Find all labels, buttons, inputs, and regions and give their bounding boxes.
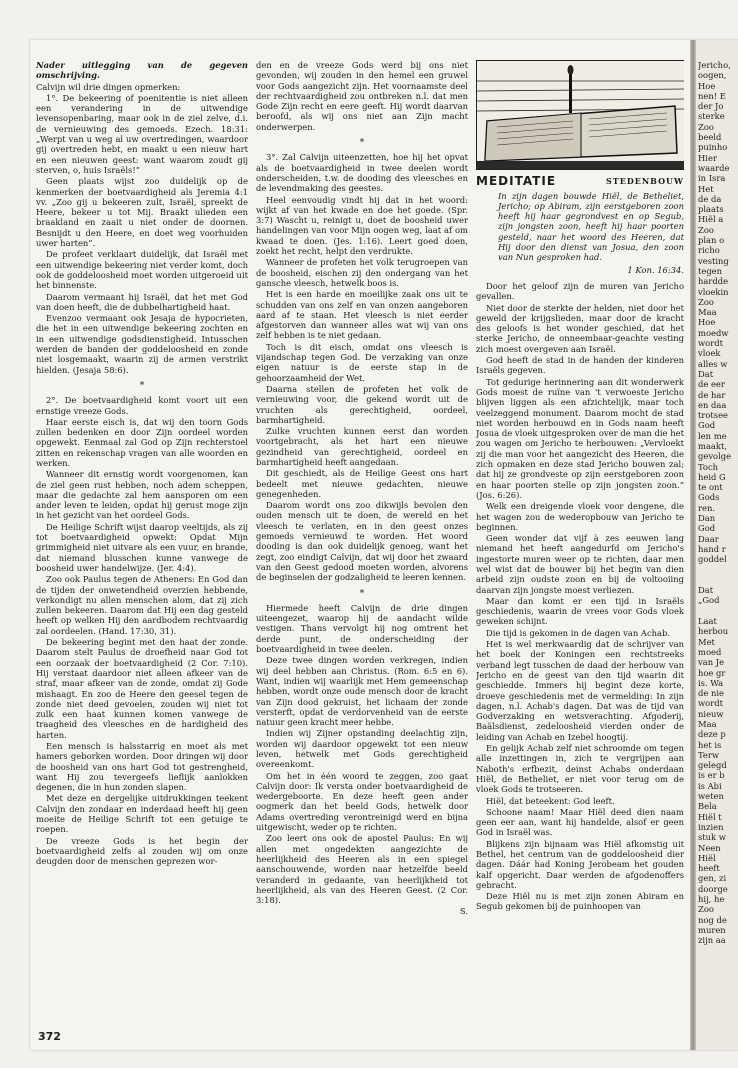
book-spread <box>30 40 738 1050</box>
text-fragment: Dan <box>698 513 716 524</box>
paragraph: Wanneer dit ernstig wordt voorgenomen, kan de ziel geen rust hebben, noch adem scheppen, maar die gedachte zal hem aansporen om een ander leven te leiden, opdat hij gerust moge zijn in het gezicht van het oordeel Gods. <box>36 469 248 521</box>
section-separator: * <box>139 380 145 391</box>
text-fragment: heid G <box>698 471 726 482</box>
text-fragment: Laat <box>698 616 717 627</box>
text-fragment: vloek <box>698 348 721 359</box>
left-page <box>30 40 690 1050</box>
text-fragment: puinho <box>698 142 728 153</box>
text-fragment: nen! E <box>698 90 726 101</box>
paragraph: Welk een dreigende vloek voor dengene, die het wagen zou de wederopbouw van Jericho te beginnen. <box>476 501 684 532</box>
paragraph: Om het in één woord te zeggen, zoo gaat Calvijn door: Ik versta onder boetvaardigheid de wedergeboorte. En deze heeft geen ander oogmerk dan het beeld Gods, hetwelk door Adams overtreding verontreinigd werd en bijna uitgewischt, weder op te richten. <box>256 770 468 833</box>
paragraph: den en de vreeze Gods werd bij ons niet gevonden, wij zouden in den hemel een gruwel voor Gods aangezicht zijn. Het voornaamste deel der rechtvaardigheid zou ontbreken n.l. dat men Gode Zijn recht en eere geeft. Hij wordt daarvan beroofd, als wij ons niet aan Zijn macht onderwerpen. <box>256 60 468 132</box>
text-fragment: Maa <box>698 719 717 729</box>
text-fragment: Zoo <box>698 904 714 915</box>
text-fragment: moed <box>698 646 722 657</box>
text-fragment: nog de <box>698 914 727 925</box>
text-fragment: trotsee <box>698 410 728 421</box>
text-fragment <box>698 575 738 585</box>
scripture-reference: 1 Kon. 16:34. <box>627 264 684 275</box>
paragraph: 3°. Zal Calvijn uiteenzetten, hoe hij het opvat als de boetvaardigheid in twee deelen wordt onderscheiden, t.w. de dooding des vleesches en de levendmaking des geestes. <box>256 152 468 194</box>
paragraph: 2°. De boetvaardigheid komt voort uit een ernstige vreeze Gods. <box>36 395 248 416</box>
paragraph: Maar dan komt er een tijd in Israëls geschiedenis, waarin de vrees voor Gods vloek geweken schijnt. <box>476 595 684 627</box>
text-fragment: ren. <box>698 502 716 513</box>
text-fragment: Zoo <box>698 296 714 307</box>
text-fragment: God <box>698 523 716 534</box>
paragraph: Daarna stellen de profeten het volk de vernieuwing voor, die gekend wordt uit de vruchten als gerechtigheid, oordeel, barmhartigheid. <box>256 383 468 425</box>
paragraph: Indien wij Zijner opstanding deelachtig zijn, worden wij daardoor opgewekt tot een nieuw leven, hetwelk met Gods gerechtigheid overeenkomt. <box>256 728 468 770</box>
scripture-verse: In zijn dagen bouwde Hiël, de Betheliet, Jericho; op Abiram, zijn eerstgeboren zoon heeft hij haar gegrondvest en op Segub, zijn jongsten zoon, heeft hij haar poorten gesteld, naar het woord des Heeren, dat Hij door den dienst van Josua, den zoon van Nun gesproken had. <box>498 190 684 263</box>
text-fragment: is er b <box>698 770 725 781</box>
paragraph: Door het geloof zijn de muren van Jericho gevallen. <box>476 280 684 302</box>
text-fragment: hoe gr <box>698 667 726 678</box>
paragraph: Hiël, dat beteekent: God leeft. <box>486 795 615 806</box>
text-fragment: Hiël t <box>698 811 722 822</box>
text-fragment: beeld <box>698 132 722 143</box>
paragraph: Een mensch is halsstarrig en moet als met hamers geborken worden. Door dringen wij door de boosheid van ons hart God tot gestrengheid, want Hij zou tevergeefs lieflijk aanlokken degenen, die in hun zonden slapen. <box>36 741 248 793</box>
text-fragment: Hiël <box>698 852 716 863</box>
text-fragment: oogen, <box>698 70 727 81</box>
paragraph: Nader uitlegging van de gegeven omschrijving. <box>36 60 248 81</box>
paragraph: Het is een harde en moeilijke zaak ons uit te schudden van ons zelf en van onzen aangeboren aard af te staan. Het vleesch is niet eerder afgestorven dan wanneer alles wat wij van ons zelf hebben is te niet gedaan. <box>256 289 468 341</box>
text-fragment: is. Wa <box>698 677 724 688</box>
text-fragment: Daar <box>698 533 719 544</box>
text-fragment: Neen <box>698 842 721 853</box>
paragraph: Dit geschiedt, als de Heilige Geest ons hart bedeelt met nieuwe gedachten, nieuwe genegenheden. <box>256 468 468 499</box>
paragraph: Schoone naam! Maar Hiël deed dien naam geen eer aan, want hij handelde, alsof er geen God in Israël was. <box>476 806 684 838</box>
text-fragment: gen, zi <box>698 873 727 884</box>
text-fragment: Dat <box>698 585 714 596</box>
text-fragment: zijn aa <box>698 935 726 946</box>
text-fragment: doorge <box>698 883 728 894</box>
column-3 <box>476 60 684 1020</box>
column-2 <box>256 60 468 1020</box>
right-page-fragments <box>698 60 738 946</box>
text-fragment: Bela <box>698 801 717 812</box>
text-fragment: gevolge <box>698 451 732 462</box>
text-fragment: vloekin <box>698 286 729 297</box>
paragraph: Heel eenvoudig vindt hij dat in het woord: wijkt af van het kwade en doe het goede. (Spr. 3:7) Wascht u, reinigt u, doet de boosheid uwer handelingen van voor Mijn oogen weg, laat af om kwaad te doen. (Jes. 1:16). Leert goed doen, zoekt het recht, helpt den verdrukte. <box>256 194 468 257</box>
text-fragment: in Isra <box>698 173 726 184</box>
paragraph: Geen plaats wijst zoo duidelijk op de kenmerken der boetvaardigheid als Jeremia 4:1 vv. „Zoo gij u bekeeren zult, Israël, spreekt de Heere, bekeer u tot Mij. Braakt ulieden een braakland en zaait u niet onder de doornen. Besnijdt u den Heere, en doet weg voorhuiden uwer harten”. <box>36 176 248 249</box>
paragraph: Wanneer de profeten het volk terugroepen van de boosheid, eischen zij den ondergang van het gansche vleesch, hetwelk boos is. <box>256 257 468 288</box>
text-fragment: Hoe <box>698 317 716 328</box>
text-fragment <box>698 606 738 616</box>
paragraph: Met deze en dergelijke uitdrukkingen teekent Calvijn den zondaar en inderdaad heeft hij geen moeite de Heilige Schrift tot een getuige te roepen. <box>36 793 248 835</box>
text-fragment: stuk w <box>698 832 726 843</box>
paragraph: Toch is dit eisch, omdat ons vleesch is vijandschap tegen God. De verzaking van onze eigen natuur is de eerste stap in de gehoorzaamheid der Wet. <box>256 341 468 383</box>
text-fragment: herbou <box>698 626 729 637</box>
paragraph: Zoo ook Paulus tegen de Atheners: En God dan de tijden der onwetendheid overzien hebbende, verkondigt nu allen menschen alom, dat zij zich zullen bekeeren. Daarom dat Hij een dag gesteld heeft op welken Hij den aardbodem rechtvaardig zal oordeelen. (Hand. 17:30, 31). <box>36 574 248 636</box>
text-fragment: sterke <box>698 111 725 122</box>
text-fragment: Het <box>698 183 714 194</box>
meditation-title: STEDENBOUW <box>605 176 684 187</box>
paragraph: Deze twee dingen worden verkregen, indien wij deel hebben aan Christus. (Rom. 6:5 en 6). Want, indien wij waarlijk met Hem gemeenschap hebben, wordt onze oude mensch door de kracht van Zijn dood gekruist, het lichaam der zonde versterft, opdat de verdorvenheid van de eerste natuur geen kracht meer hebbe. <box>256 655 468 728</box>
text-fragment: inzien <box>698 821 724 832</box>
text-fragment: Hiël a <box>698 214 724 225</box>
section-separator: * <box>359 588 365 599</box>
paragraph: 1°. De bekeering of poenitentie is niet alleen een verandering in de uitwendige levensopenbaring, maar ook in de ziel zelve, d.i. de vernieuwing des gemoeds. Ezech. 18:31: „Werpt van u weg al uw overtredingen, waardoor gij overtreden hebt, en maakt u een nieuw hart en een nieuwen geest: want waarom zoudt gij sterven, o, huis Israëls!” <box>36 92 248 175</box>
meditation-illustration <box>476 60 684 170</box>
text-fragment: waarde <box>698 162 730 173</box>
paragraph: Evenzoo vermaant ook Jesaja de hypocrieten, die het in een uitwendige bekeering zochten en in een uitwendige godsdienstigheid. Intusschen werden de banden der goddeloosheid en zonde niet losgemaakt, waarin zij de armen verstrikt hielden. (Jesaja 58:6). <box>36 313 248 375</box>
paragraph: Zoo leert ons ook de apostel Paulus: En wij allen met ongedekten aangezichte de heerlijkheid des Heeren als in een spiegel aanschouwende, worden naar hetzelfde beeld veranderd in gedaante, van heerlijkheid tot heerlijkheid, als van des Heeren Geest. (2 Cor. 3:18). <box>256 833 468 906</box>
text-fragment: plan o <box>698 235 725 246</box>
text-fragment: Hoe <box>698 80 716 91</box>
paragraph: Het is wel merkwaardig dat de schrijver van het boek der Koningen een rechtstreeks verband legt tusschen de daad der herbouw van Jericho en de geest van den tijd waarin dit geschiedde. Immers hij begint deze korte, droeve geschiedenis met de vermelding: In zijn dagen, n.l. Achab's dagen. Dat was de tijd van Godverzaking en wetsverachting. Afgoderij, Baälsdienst, zedeloosheid vierden onder de leiding van Achab en Izebel hoogtij. <box>476 639 684 742</box>
text-fragment: gelegd <box>698 760 727 771</box>
text-fragment: Dat <box>698 368 714 379</box>
meditation-text <box>476 281 684 912</box>
text-fragment: tegen <box>698 265 723 276</box>
text-fragment: deze p <box>698 729 726 740</box>
paragraph: En gelijk Achab zelf niet schroomde om tegen alle inzettingen in, zich te vergrijpen aan Naboth's erfbezit, deinst Achabs onderdaan Hiël, de Betheliet, er niet voor terug om de vloek Gods te trotseeren. <box>476 743 684 795</box>
text-fragment: Terw <box>698 749 720 760</box>
text-fragment: nieuw <box>698 708 724 719</box>
paragraph: Zulke vruchten kunnen eerst dan worden voortgebracht, als het hart een nieuwe gezindheid van gerechtigheid, oordeel en barmhartigheid heeft aangedaan. <box>256 426 468 467</box>
text-fragment: maakt, <box>698 440 728 451</box>
text-fragment: heeft <box>698 863 720 874</box>
paragraph: Niet door de sterkte der helden, niet door het geweld der krijgslieden, maar door de kracht des geloofs is het wonder geschied, dat het sterke Jericho, de onneembaar-geachte vesting zich moest overgeven aan Israël. <box>476 302 684 354</box>
text-fragment: plaats <box>698 204 724 215</box>
text-fragment: vesting <box>698 255 729 266</box>
text-fragment: het is <box>698 739 722 750</box>
paragraph: Daarom wordt ons zoo dikwijls bevolen den ouden mensch uit te doen, de wereld en het vleesch te verlaten, en in den geest onzes gemoeds vernieuwd te worden. Het woord dooding is dan ook duidelijk genoeg, want het zegt, zoo eindigt Calvijn, dat wij door het zwaard van den Geest gedood moeten worden, alvorens de beginselen der godzaligheid te leeren kennen. <box>256 500 468 583</box>
text-fragment: hand r <box>698 543 726 554</box>
paragraph: De Heilige Schrift wijst daarop veeltijds, als zij tot boetvaardigheid opwekt: Opdat Mijn grimmigheid niet uitvare als een vuur, en brande, dat niemand blusschen kunne vanwege de boosheid uwer handelwijze. (Jer. 4:4). <box>36 521 248 573</box>
paragraph: Daarom vermaant hij Israël, dat het met God van doen heeft, die de dubbelhartigheid haat. <box>36 291 248 312</box>
text-fragment: van Je <box>698 657 725 668</box>
paragraph: Calvijn wil drie dingen opmerken: <box>36 81 181 92</box>
text-fragment: hij, he <box>698 894 725 905</box>
text-fragment: Jericho, <box>698 60 731 70</box>
text-fragment: Toch <box>698 461 719 472</box>
text-fragment: Met <box>698 636 715 647</box>
paragraph: De vreeze Gods is het begin der boetvaardigheid zelfs al zouden wij om onze deugden door de menschen geprezen wor- <box>36 835 248 867</box>
paragraph: Hiermede heeft Calvijn de drie dingen uiteengezet, waarop hij de aandacht wilde vestigen. Thans vervolgt hij nog omtrent het derde punt, de onderscheiding der boetvaardigheid in twee deelen. <box>256 602 468 655</box>
text-fragment: Gods <box>698 492 720 503</box>
text-fragment: richo <box>698 245 720 256</box>
section-label: MEDITATIE <box>476 174 557 189</box>
text-fragment: muren <box>698 924 726 935</box>
paragraph: Haar eerste eisch is, dat wij den toorn Gods zullen bedenken en door Zijn oordeel worden opgewekt. Eenmaal zal God op Zijn rechterstoel zitten en rekenschap vragen van alle woorden en werken. <box>36 416 248 468</box>
paragraph: Blijkens zijn bijnaam was Hiël afkomstig uit Bethel, het centrum van de goddeloosheid dier dagen. Dáár had Koning Jerobeam het gouden kalf opgericht. Daar werden de afgodenoffers gebracht. <box>476 838 684 890</box>
text-fragment: len me <box>698 430 727 441</box>
text-fragment: Maa <box>698 307 717 318</box>
text-fragment: de nie <box>698 688 725 699</box>
text-fragment: wordt <box>698 698 723 709</box>
text-fragment: is Abi <box>698 780 722 791</box>
text-fragment: hardde <box>698 276 729 287</box>
right-page-edge <box>696 40 738 1050</box>
text-fragment: Zoo <box>698 121 714 132</box>
text-fragment: en daa <box>698 399 727 410</box>
paragraph: Die tijd is gekomen in de dagen van Achab. <box>486 627 671 638</box>
text-fragment <box>698 565 738 575</box>
text-fragment: moedw <box>698 327 729 338</box>
meditatie-heading <box>476 174 684 189</box>
text-fragment: alles w <box>698 358 728 369</box>
paragraph: God heeft de stad in de handen der kinderen Israëls gegeven. <box>476 355 684 376</box>
text-fragment: „God <box>698 595 720 606</box>
text-fragment: de da <box>698 193 722 204</box>
paragraph: De profeet verklaart duidelijk, dat Israël met een uitwendige bekeering niet verder komt, doch ook de goddeloosheid moet worden uitgeroeid uit het binnenste. <box>36 249 248 291</box>
column-1 <box>36 60 248 960</box>
text-fragment: God <box>698 420 716 431</box>
section-separator: * <box>359 138 365 149</box>
text-fragment: de eer <box>698 379 725 390</box>
paragraph: De bekeering begint met den haat der zonde. Daarom stelt Paulus de droefheid naar God tot een oorzaak der boetvaardigheid (2 Cor. 7:10). Hij verstaat daardoor niet alleen afkeer van de straf, maar afkeer van de zonde, omdat zij Gode mishaagt. En zoo de Heere den geesel tegen de zonde niet deed gevoelen, zouden wij niet tot zulk een haat kunnen komen vanwege de traagheid des vleesches en de hardigheid des harten. <box>36 637 248 740</box>
page-number: 372 <box>38 1030 61 1043</box>
text-fragment: te ont <box>698 482 723 493</box>
text-fragment: goddel <box>698 554 727 565</box>
text-fragment: weten <box>698 791 724 802</box>
text-fragment: der Jo <box>698 101 724 112</box>
paragraph: Geen wonder dat vijf à zes eeuwen lang niemand het heeft aangedurfd om Jericho's ingestorte muren weer op te richten, daar men wel wist dat de bouwer bij het begin van dien arbeid zijn oudste zoon en bij de voltooiing daarvan zijn jongste moest verliezen. <box>476 533 684 595</box>
text-fragment: Hier <box>698 152 717 163</box>
paragraph: Tot gedurige herinnering aan dit wonderwerk Gods moest de ruïne van 't verwoeste Jericho blijven liggen als een afzichtelijk, maar toch veelzeggend monument. Daarom mocht de stad niet worden herbouwd en in Gods naam heeft Josua de vloek uitgesproken over de man die het zou wagen om Jericho te herbouwen: „Vervloekt zij die man voor het aangezicht des Heeren, die zich opmaken en deze stad Jericho bouwen zal; dat hij ze grondveste op zijn eerstgeboren zoon en haar poorten stelle op zijn jongsten zoon.” (Jos. 6:26). <box>476 376 684 500</box>
text-fragment: Zoo <box>698 224 714 235</box>
text-fragment: de har <box>698 389 726 400</box>
paragraph: Deze Hiël nu is met zijn zonen Abiram en Segub gekomen bij de puinhoopen van <box>476 891 684 912</box>
text-fragment: wordt <box>698 338 723 349</box>
paragraph: S. <box>459 906 468 917</box>
